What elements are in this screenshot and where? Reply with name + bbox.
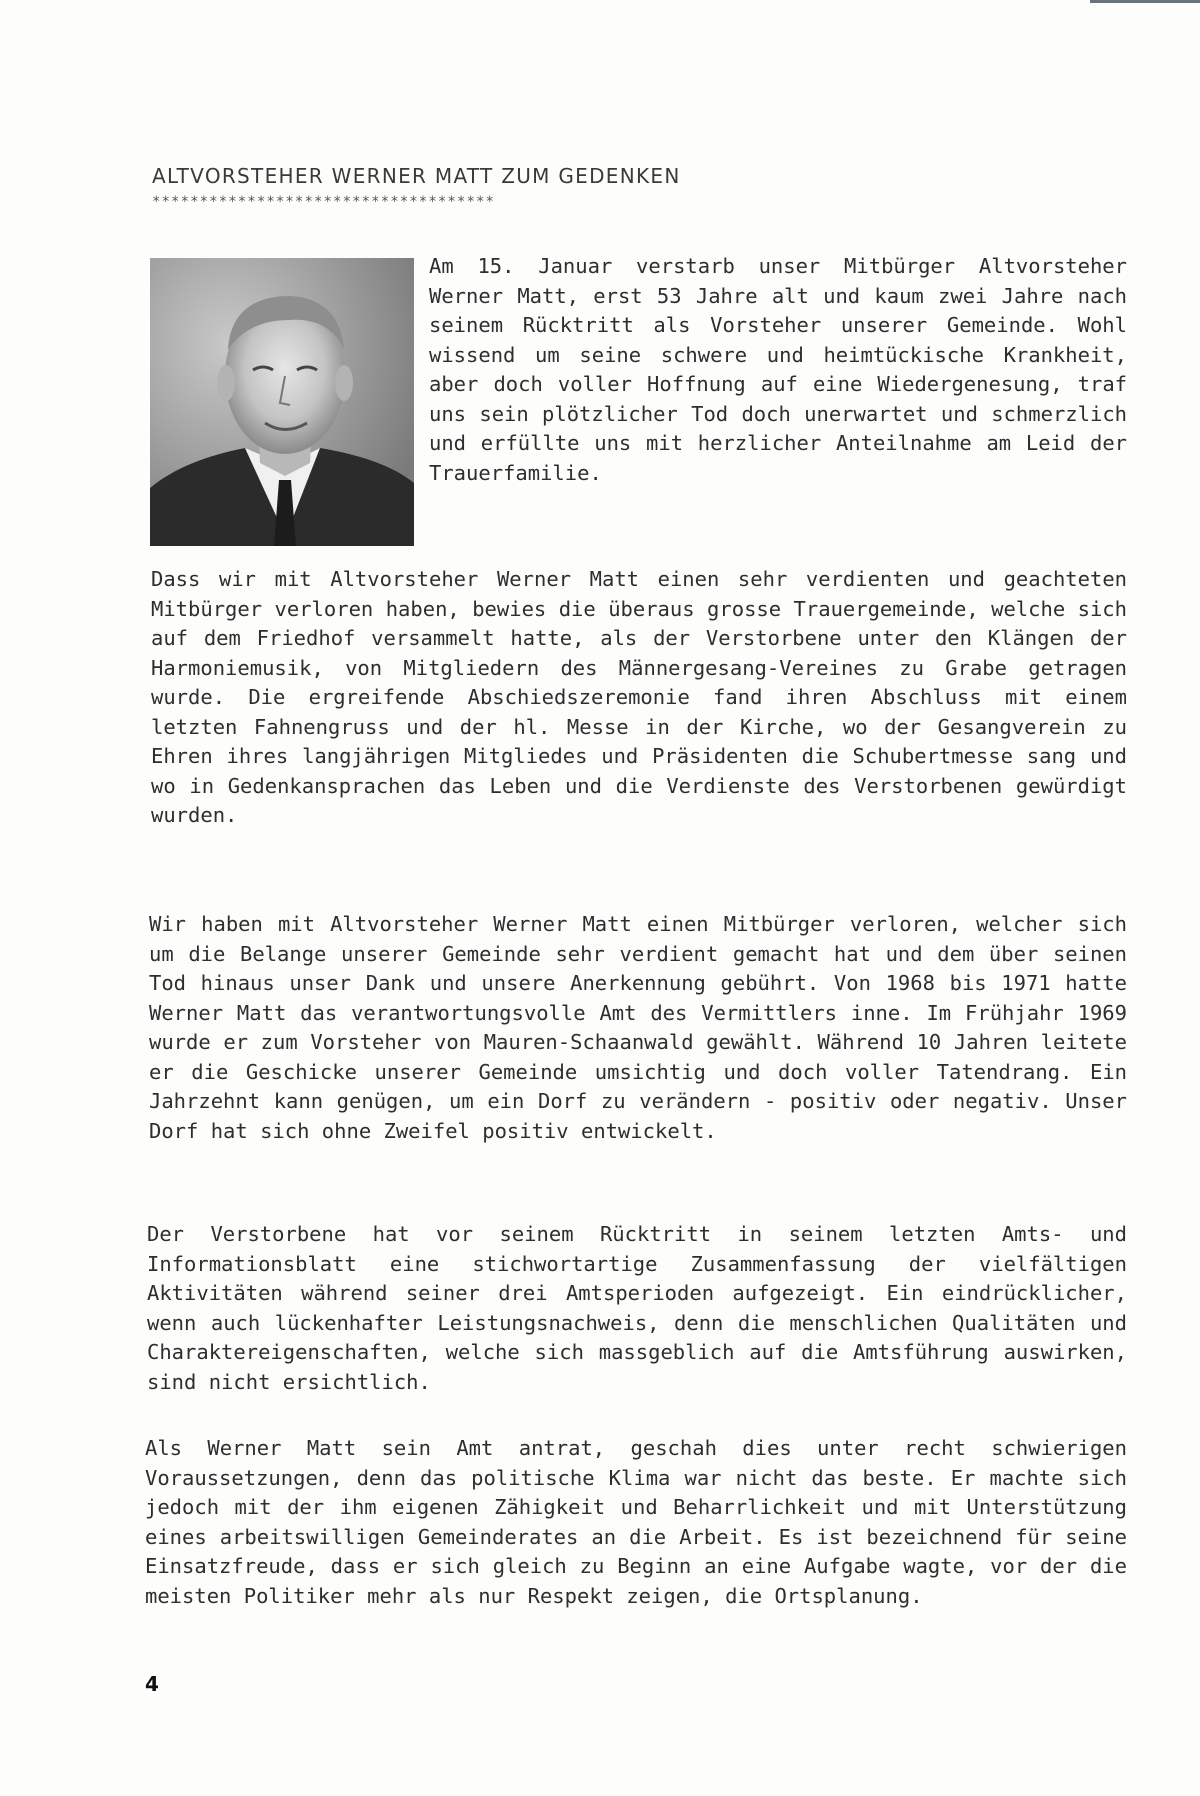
paragraph-beginning: Als Werner Matt sein Amt antrat, geschah dies unter recht schwierigen Voraussetzungen, denn das politische Klima war nicht das beste. Er machte sich jedoch mit der ihm eigenen Zähigkeit und Beharrlichkeit und mit Unterstützung eines arbeitswilligen Gemeinderates an die Arbeit. Es ist bezeichnend für seine Einsatzfreude, dass er sich gleich zu Beginn an eine Aufgabe wagte, vor der die meisten Politiker mehr als nur Respekt zeigen, die Ortsplanung. [145,1436,1127,1608]
paragraph-merits: Wir haben mit Altvorsteher Werner Matt einen Mitbürger verloren, welcher sich um die Belange unserer Gemeinde sehr verdient gemacht hat und dem über seinen Tod hinaus unser Dank und unsere Anerkennung gebührt. Von 1968 bis 1971 hatte Werner Matt das verantwortungsvolle Amt des Vermittlers inne. Im Frühjahr 1969 wurde er zum Vorsteher von Mauren-Schaanwald gewählt. Während 10 Jahren leitete er die Geschicke unserer Gemeinde umsichtig und doch voller Tatendrang. Ein Jahrzehnt kann genügen, um ein Dorf zu verändern - positiv oder negativ. Unser Dorf hat sich ohne Zweifel positiv entwickelt. [149,912,1127,1143]
paragraph-summary: Der Verstorbene hat vor seinem Rücktritt in seinem letzten Amts- und Informationsblatt eine stichwortartige Zusammenfassung der vielfältigen Aktivitäten während seiner drei Amtsperioden aufgezeigt. Ein eindrücklicher, wenn auch lückenhafter Leistungsnachweis, denn die menschlichen Qualitäten und Charaktereigenschaften, welche sich massgeblich auf die Amtsführung auswirken, sind nicht ersichtlich. [147,1222,1127,1394]
paragraph-intro: Am 15. Januar verstarb unser Mitbürger Altvorsteher Werner Matt, erst 53 Jahre alt und kaum zwei Jahre nach seinem Rücktritt als Vorsteher unserer Gemeinde. Wohl wissend um seine schwere und heimtückische Krankheit, aber doch voller Hoffnung auf eine Wiedergenesung, traf uns sein plötzlicher Tod doch unerwartet und schmerzlich und erfüllte uns mit herzlicher Anteilnahme am Leid der Trauerfamilie. [429,254,1127,485]
page-number: 4 [145,1672,159,1696]
page-title: ALTVORSTEHER WERNER MATT ZUM GEDENKEN [152,164,681,188]
paragraph-funeral: Dass wir mit Altvorsteher Werner Matt einen sehr verdienten und geachteten Mitbürger verloren haben, bewies die überaus grosse Trauergemeinde, welche sich auf dem Friedhof versammelt hatte, als der Verstorbene unter den Klängen der Harmoniemusik, von Mitgliedern des Männergesang-Vereines zu Grabe getragen wurde. Die ergreifende Abschiedszeremonie fand ihren Abschluss mit einem letzten Fahnengruss und der hl. Messe in der Kirche, wo der Gesangverein zu Ehren ihres langjährigen Mitgliedes und Präsidenten die Schubertmesse sang und wo in Gedenkansprachen das Leben und die Verdienste des Verstorbenen gewürdigt wurden. [151,567,1127,827]
portrait-photo-icon [150,258,414,546]
top-edge-rule [1090,0,1200,3]
title-asterisk-underline: ************************************ [152,194,496,210]
portrait-photo [150,258,414,546]
